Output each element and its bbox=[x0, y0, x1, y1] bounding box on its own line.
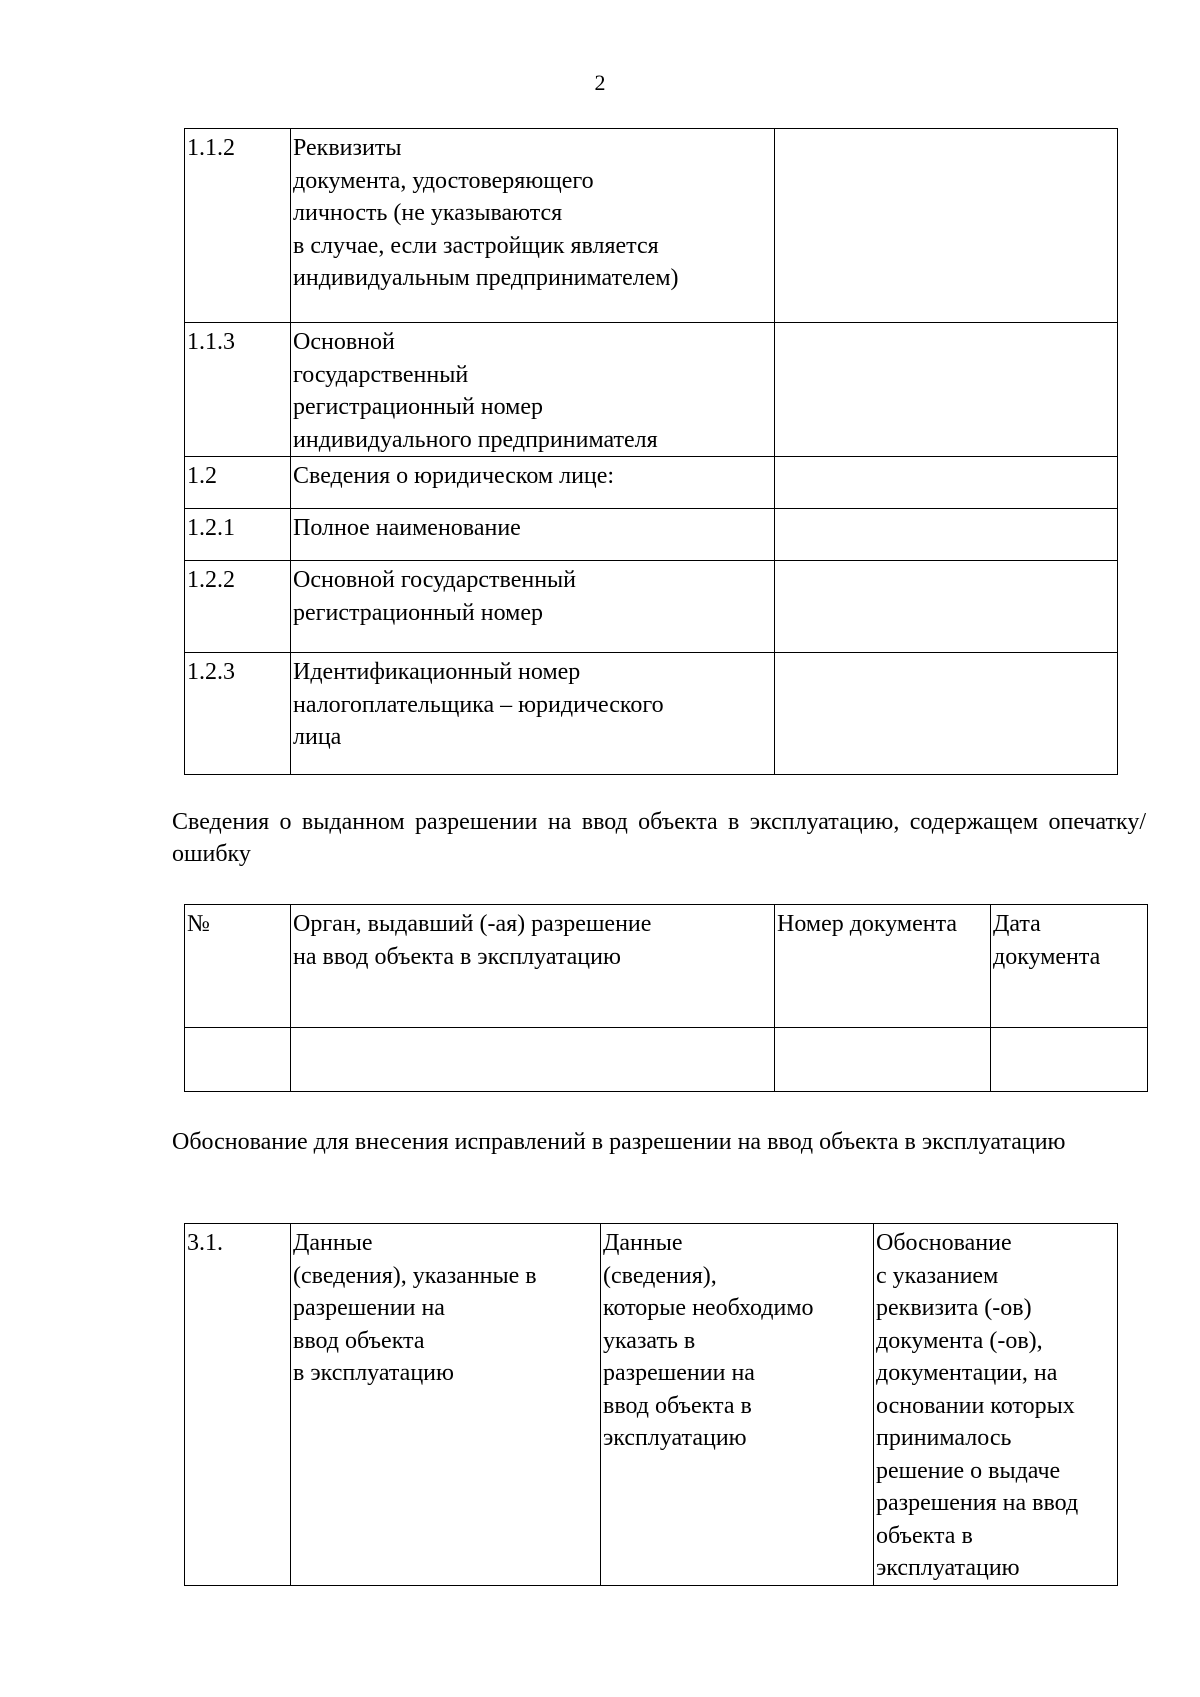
permit-info-heading: Сведения о выданном разрешении на ввод объекта в эксплуатацию, содержащем опечатку/ ошибку bbox=[172, 809, 1146, 867]
row-label: Реквизиты документа, удостоверяющего личность (не указываются в случае, если застройщик является индивидуальным предпринимателем) bbox=[291, 129, 775, 323]
table-row bbox=[185, 509, 1118, 561]
page-number: 2 bbox=[594, 70, 606, 95]
header-number: № bbox=[185, 905, 291, 1028]
row-number: 1.2.1 bbox=[185, 509, 291, 561]
row-label: Основной государственный регистрационный номер bbox=[291, 561, 775, 653]
row-value-cell bbox=[775, 323, 1118, 457]
current-data-cell: Данные (сведения), указанные в разрешении на ввод объекта в эксплуатацию bbox=[291, 1224, 601, 1586]
row-doc-number-cell bbox=[775, 1028, 991, 1092]
table-row bbox=[185, 1224, 1118, 1586]
table-row bbox=[185, 323, 1118, 457]
row-value-cell bbox=[775, 457, 1118, 509]
row-number: 3.1. bbox=[185, 1224, 291, 1586]
row-label: Сведения о юридическом лице: bbox=[291, 457, 775, 509]
table-row bbox=[185, 457, 1118, 509]
table-row bbox=[185, 129, 1118, 323]
header-document-date: Дата документа bbox=[991, 905, 1148, 1028]
row-number: 1.2.3 bbox=[185, 653, 291, 775]
row-label: Идентификационный номер налогоплательщика – юридического лица bbox=[291, 653, 775, 775]
row-value-cell bbox=[775, 509, 1118, 561]
header-document-number: Номер документа bbox=[775, 905, 991, 1028]
corrected-data-cell: Данные (сведения), которые необходимо указать в разрешении на ввод объекта в эксплуатацию bbox=[601, 1224, 874, 1586]
row-number: 1.1.2 bbox=[185, 129, 291, 323]
permit-info-table bbox=[184, 904, 1148, 1092]
row-label: Основной государственный регистрационный номер индивидуального предпринимателя bbox=[291, 323, 775, 457]
table-row bbox=[185, 653, 1118, 775]
table-row bbox=[185, 561, 1118, 653]
row-value-cell bbox=[775, 129, 1118, 323]
row-label: Полное наименование bbox=[291, 509, 775, 561]
row-value-cell bbox=[775, 561, 1118, 653]
justification-cell: Обоснование с указанием реквизита (-ов) документа (-ов), документации, на основании которых принималось решение о выдаче разрешения на ввод объекта в эксплуатацию bbox=[874, 1224, 1118, 1586]
row-authority-cell bbox=[291, 1028, 775, 1092]
row-number: 1.2 bbox=[185, 457, 291, 509]
row-doc-date-cell bbox=[991, 1028, 1148, 1092]
justification-heading: Обоснование для внесения исправлений в разрешении на ввод объекта в эксплуатацию bbox=[172, 1129, 1066, 1155]
row-value-cell bbox=[775, 653, 1118, 775]
applicant-details-table bbox=[184, 128, 1118, 775]
row-number: 1.2.2 bbox=[185, 561, 291, 653]
header-issuing-authority: Орган, выдавший (-ая) разрешение на ввод объекта в эксплуатацию bbox=[291, 905, 775, 1028]
justification-table bbox=[184, 1223, 1118, 1586]
table-row bbox=[185, 1028, 1148, 1092]
table-header-row bbox=[185, 905, 1148, 1028]
row-number: 1.1.3 bbox=[185, 323, 291, 457]
row-number-cell bbox=[185, 1028, 291, 1092]
